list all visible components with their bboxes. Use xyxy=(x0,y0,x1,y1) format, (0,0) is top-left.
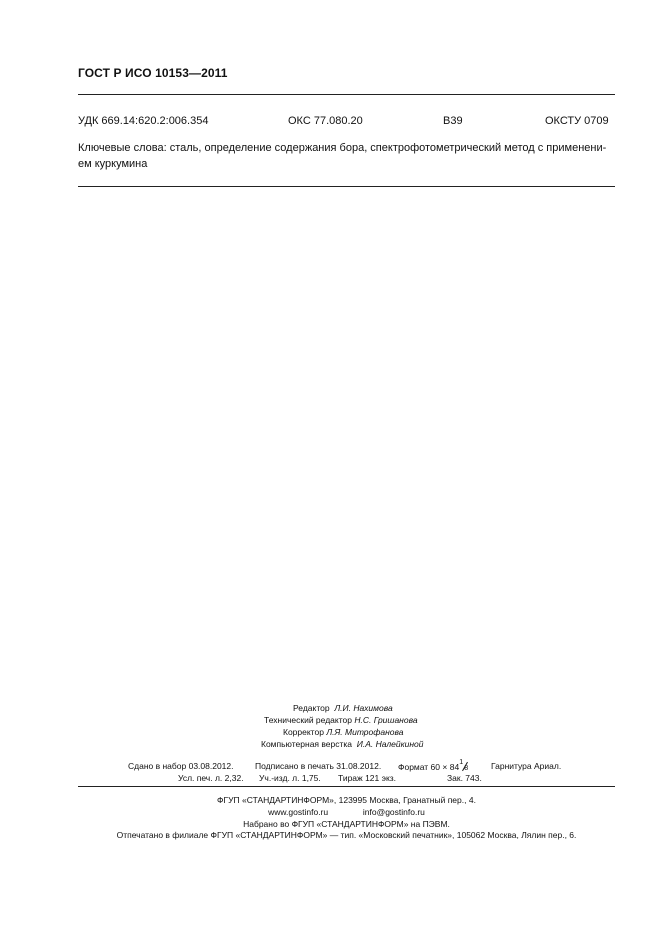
document-id: ГОСТ Р ИСО 10153—2011 xyxy=(78,66,228,80)
bottom-divider xyxy=(78,786,615,787)
typeface: Гарнитура Ариал. xyxy=(491,761,562,771)
keywords-divider xyxy=(78,186,615,187)
usl-pech-sheets: Усл. печ. л. 2,32. xyxy=(178,773,244,783)
submitted-date: Сдано в набор 03.08.2012. xyxy=(128,761,234,771)
oks-code: ОКС 77.080.20 xyxy=(288,115,363,127)
signed-date: Подписано в печать 31.08.2012. xyxy=(255,761,382,771)
format-value: 84 xyxy=(449,762,460,772)
editor-label: Редактор xyxy=(293,703,330,713)
format-label: Формат 60 xyxy=(398,762,441,772)
top-divider xyxy=(78,94,615,95)
format-frac-num: 1 xyxy=(459,759,464,766)
layout-name: И.А. Налейкиной xyxy=(356,739,424,749)
publisher-email[interactable]: info@gostinfo.ru xyxy=(362,807,425,817)
paper-format xyxy=(398,761,469,772)
uch-izd-sheets: Уч.-изд. л. 1,75. xyxy=(259,773,321,783)
order-number: Зак. 743. xyxy=(447,773,482,783)
publisher-address: ФГУП «СТАНДАРТИНФОРМ», 123995 Москва, Гранатный пер., 4. xyxy=(217,795,476,805)
keywords-line-2: ем куркумина xyxy=(78,158,148,170)
udk-code: УДК 669.14:620.2:006.354 xyxy=(78,115,209,127)
tech-editor-label: Технический редактор xyxy=(264,715,352,725)
publisher-website[interactable]: www.gostinfo.ru xyxy=(268,807,329,817)
corrector-label: Корректор xyxy=(283,727,324,737)
format-fraction xyxy=(459,761,469,772)
print-run: Тираж 121 экз. xyxy=(338,773,397,783)
corrector-line xyxy=(283,727,403,737)
corrector-name: Л.Я. Митрофанова xyxy=(326,727,404,737)
editor-line xyxy=(293,703,393,713)
keywords xyxy=(78,140,615,172)
format-times: × xyxy=(442,762,448,772)
typeset-note: Набрано во ФГУП «СТАНДАРТИНФОРМ» на ПЭВМ. xyxy=(243,819,450,829)
printed-note: Отпечатано в филиале ФГУП «СТАНДАРТИНФОРМ» — тип. «Московский печатник», 105062 Москва, Лялин пер., 6. xyxy=(116,830,577,840)
tech-editor-line xyxy=(264,715,418,725)
group-code: В39 xyxy=(443,115,463,127)
keywords-line-1: Ключевые слова: сталь, определение содержания бора, спектрофотометрический метод с применени- xyxy=(78,142,607,154)
okstu-code: ОКСТУ 0709 xyxy=(545,115,609,127)
format-frac-den: 8 xyxy=(464,765,469,772)
editor-name: Л.И. Нахимова xyxy=(334,703,393,713)
publisher-contacts xyxy=(78,807,615,817)
layout-line xyxy=(261,739,424,749)
layout-label: Компьютерная верстка xyxy=(261,739,353,749)
tech-editor-name: Н.С. Гришанова xyxy=(354,715,418,725)
